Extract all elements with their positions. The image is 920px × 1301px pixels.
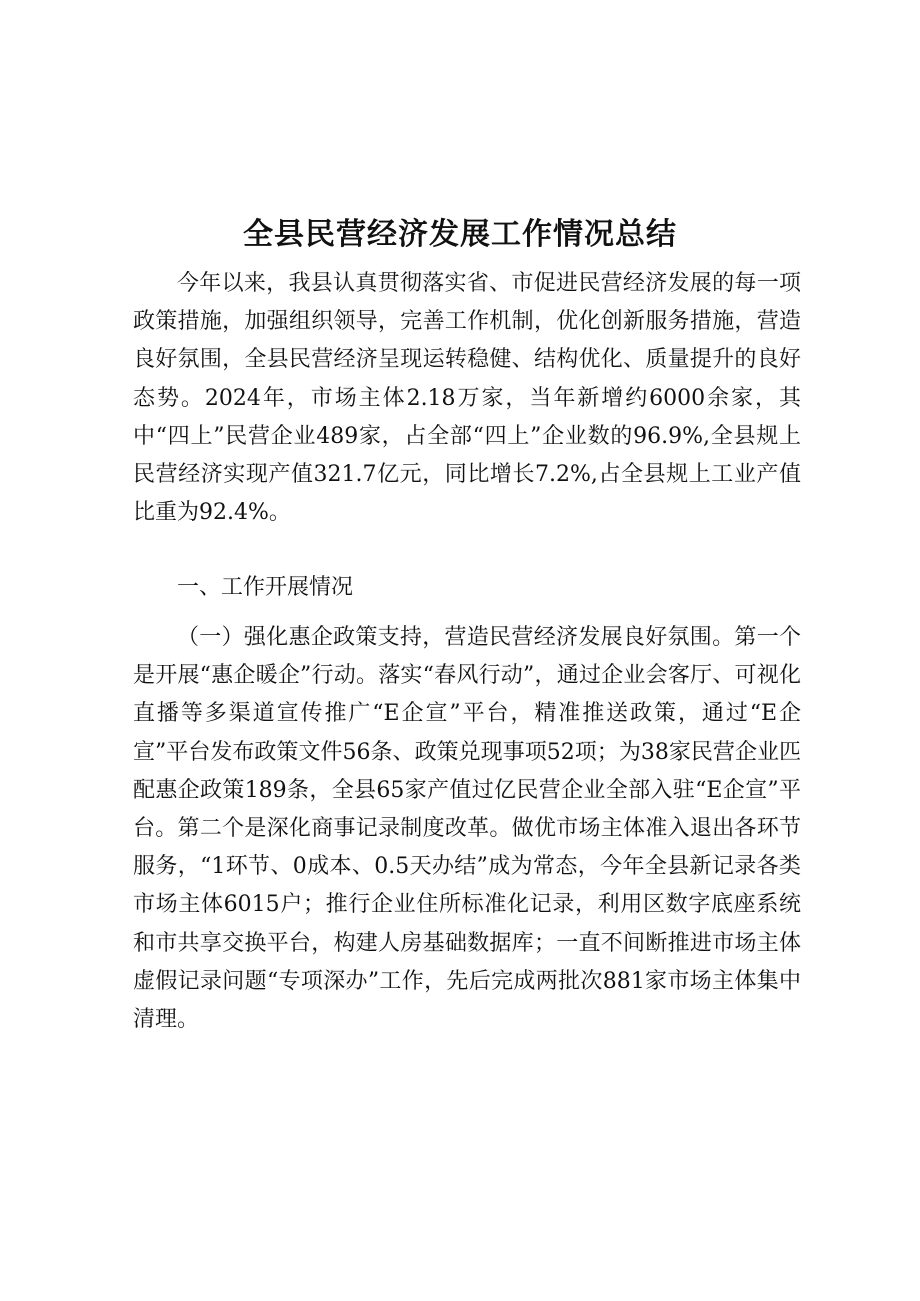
- subsection-paragraph: （一）强化惠企政策支持，营造民营经济发展良好氛围。第一个是开展“惠企暖企”行动。落实“春风行动”，通过企业会客厅、可视化直播等多渠道宣传推广“E企宣”平台，精准推送政策，通过“E企宣”平台发布政策文件56条、政策兑现事项52项；为38家民营企业匹配惠企政策189条，全县65家产值过亿民营企业全部入驻“E企宣”平台。第二个是深化商事记录制度改革。做优市场主体准入退出各环节服务，“1环节、0成本、0.5天办结”成为常态，今年全县新记录各类市场主体6015户；推行企业住所标准化记录，利用区数字底座系统和市共享交换平台，构建人房基础数据库；一直不间断推进市场主体虚假记录问题“专项深办”工作，先后完成两批次881家市场主体集中清理。: [133, 625, 801, 1033]
- intro-paragraph: 今年以来，我县认真贯彻落实省、市促进民营经济发展的每一项政策措施，加强组织领导，完善工作机制，优化创新服务措施，营造良好氛围，全县民营经济呈现运转稳健、结构优化、质量提升的良好态势。2024年，市场主体2.18万家，当年新增约6000余家，其中“四上”民营企业489家，占全部“四上”企业数的96.9%,全县规上民营经济实现产值321.7亿元，同比增长7.2%,占全县规上工业产值比重为92.4%。: [133, 271, 801, 526]
- document-title: 全县民营经济发展工作情况总结: [243, 217, 677, 252]
- section-heading: 一、工作开展情况: [177, 575, 354, 600]
